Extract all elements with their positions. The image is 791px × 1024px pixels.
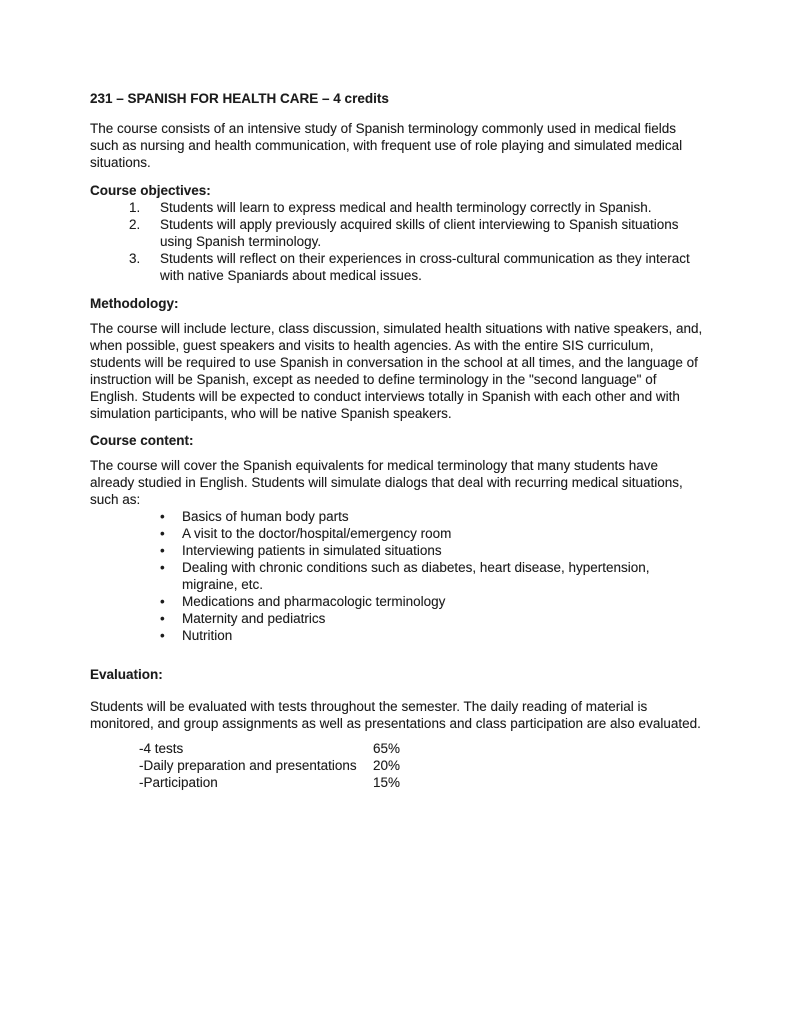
table-row <box>139 774 704 791</box>
methodology-paragraph: The course will include lecture, class discussion, simulated health situations with native speakers, and, when possible, guest speakers and visits to health agencies. As with the entire SIS curriculum, students will be required to use Spanish in conversation in the school at all times, and the language of instruction will be Spanish, except as needed to define terminology in the "second language" of English. Students will be expected to conduct interviews totally in Spanish with each other and with simulation participants, who will be native Spanish speakers. <box>90 321 703 421</box>
evaluation-item-label: -4 tests <box>139 741 184 756</box>
list-item <box>90 593 704 610</box>
list-item <box>90 525 704 542</box>
list-item <box>90 216 704 250</box>
list-item-text: Basics of human body parts <box>182 509 349 524</box>
table-row <box>139 740 704 757</box>
bullet-icon: • <box>160 628 165 643</box>
evaluation-paragraph: Students will be evaluated with tests throughout the semester. The daily reading of material is monitored, and group assignments as well as presentations and class participation are also evaluated. <box>90 699 701 731</box>
course-content-heading: Course content: <box>90 433 194 448</box>
list-item-text: Maternity and pediatrics <box>182 611 326 626</box>
list-item <box>90 542 704 559</box>
course-content-bullet-list <box>90 508 704 644</box>
bullet-icon: • <box>160 594 165 609</box>
list-item-text: Students will learn to express medical and health terminology correctly in Spanish. <box>160 200 652 215</box>
list-item-number: 1. <box>129 200 141 215</box>
evaluation-item-percent: 20% <box>373 758 401 773</box>
list-item-number: 3. <box>129 251 141 266</box>
list-item <box>90 199 704 216</box>
list-item <box>90 610 704 627</box>
bullet-icon: • <box>160 543 165 558</box>
objectives-list <box>90 199 704 284</box>
table-row <box>139 757 704 774</box>
bullet-icon: • <box>160 560 165 575</box>
list-item-number: 2. <box>129 217 141 232</box>
list-item-text: A visit to the doctor/hospital/emergency room <box>182 526 452 541</box>
methodology-heading: Methodology: <box>90 296 179 311</box>
evaluation-item-label: -Daily preparation and presentations <box>139 758 357 773</box>
list-item-text: Students will apply previously acquired skills of client interviewing to Spanish situations using Spanish terminology. <box>160 217 679 249</box>
list-item-text: Nutrition <box>182 628 233 643</box>
document-content <box>90 90 704 791</box>
bullet-icon: • <box>160 509 165 524</box>
list-item-text: Medications and pharmacologic terminology <box>182 594 446 609</box>
list-item <box>90 250 704 284</box>
list-item <box>90 627 704 644</box>
evaluation-breakdown-table <box>139 740 704 791</box>
evaluation-heading: Evaluation: <box>90 667 163 682</box>
evaluation-item-label: -Participation <box>139 775 218 790</box>
evaluation-item-percent: 15% <box>373 775 401 790</box>
list-item <box>90 559 704 593</box>
list-item-text: Dealing with chronic conditions such as diabetes, heart disease, hypertension, migraine, etc. <box>182 560 650 592</box>
course-content-paragraph: The course will cover the Spanish equivalents for medical terminology that many students have already studied in English. Students will simulate dialogs that deal with recurring medical situations, such as: <box>90 458 683 507</box>
list-item-text: Students will reflect on their experiences in cross-cultural communication as they interact with native Spaniards about medical issues. <box>160 251 690 283</box>
course-title: 231 – SPANISH FOR HEALTH CARE – 4 credits <box>90 91 389 106</box>
bullet-icon: • <box>160 526 165 541</box>
list-item <box>90 508 704 525</box>
evaluation-item-percent: 65% <box>373 741 401 756</box>
course-description: The course consists of an intensive study of Spanish terminology commonly used in medical fields such as nursing and health communication, with frequent use of role playing and simulated medical situations. <box>90 121 683 170</box>
bullet-icon: • <box>160 611 165 626</box>
objectives-heading: Course objectives: <box>90 183 211 198</box>
list-item-text: Interviewing patients in simulated situations <box>182 543 442 558</box>
